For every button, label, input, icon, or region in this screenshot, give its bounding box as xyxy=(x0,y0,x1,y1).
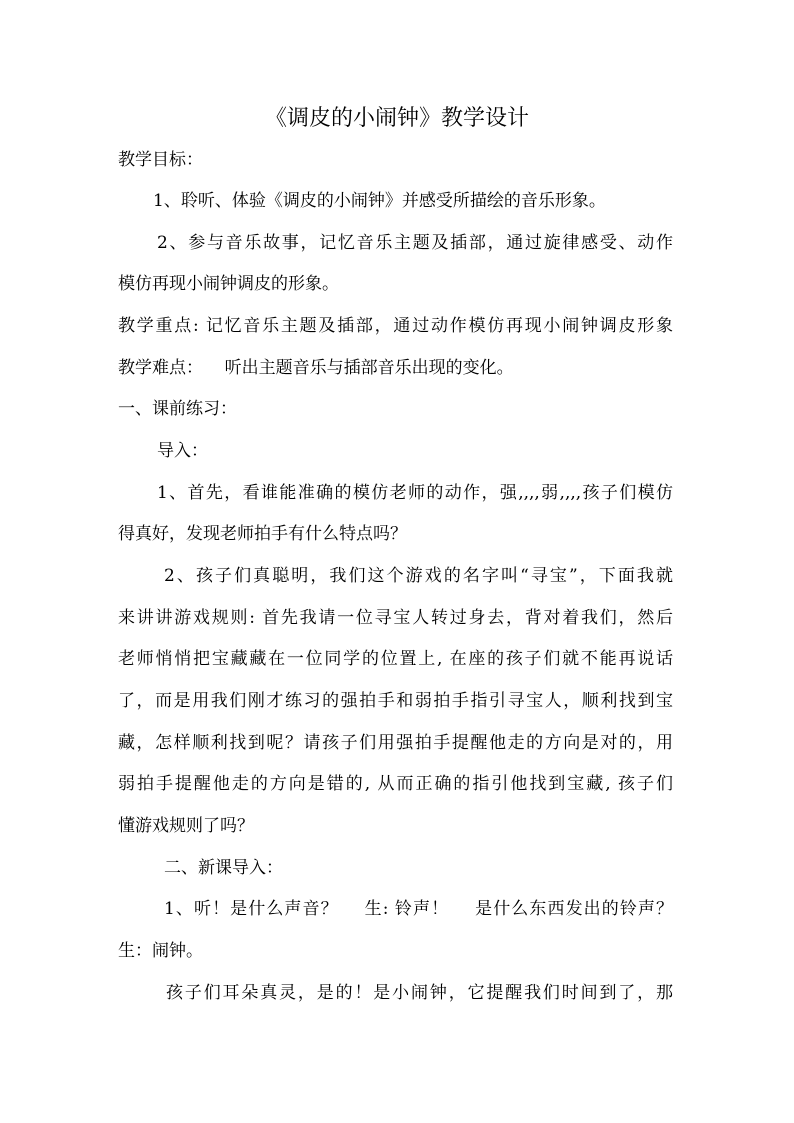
section-heading-difficulties: 教学难点： 听出主题音乐与插部音乐出现的变化。 xyxy=(118,358,514,378)
paragraph-line: 懂游戏规则了吗？ xyxy=(118,816,254,836)
document-title: 《调皮的小闹钟》教学设计 xyxy=(264,106,529,131)
paragraph-line: 得真好，发现老师拍手有什么特点吗？ xyxy=(118,524,407,544)
paragraph-line: 2、参与音乐故事，记忆音乐主题及插部，通过旋律感受、动作 xyxy=(157,233,673,253)
paragraph-line: 2、孩子们真聪明，我们这个游戏的名字叫“寻宝”，下面我就 xyxy=(164,566,673,586)
section-heading-objectives: 教学目标： xyxy=(118,150,203,170)
paragraph-line: 来讲讲游戏规则: 首先我请一位寻宝人转过身去，背对着我们，然后 xyxy=(118,608,673,628)
subheading-intro: 导入： xyxy=(157,441,208,461)
paragraph-line: 1、听！是什么声音？ 生: 铃声！ 是什么东西发出的铃声？ xyxy=(164,899,673,919)
section-heading-new-lesson: 二、新课导入： xyxy=(164,858,283,878)
paragraph-line: 了，而是用我们刚才练习的强拍手和弱拍手指引寻宝人，顺利找到宝 xyxy=(118,691,673,711)
paragraph-line: 1、首先，看谁能准确的模仿老师的动作，强,,,,弱,,,,孩子们模仿 xyxy=(157,483,673,503)
paragraph-line: 老师悄悄把宝藏藏在一位同学的位置上, 在座的孩子们就不能再说话 xyxy=(118,649,673,669)
paragraph-line: 弱拍手提醒他走的方向是错的, 从而正确的指引他找到宝藏, 孩子们 xyxy=(118,774,673,794)
paragraph-line: 孩子们耳朵真灵，是的！是小闹钟，它提醒我们时间到了，那 xyxy=(166,983,673,1003)
section-heading-key-points: 教学重点: 记忆音乐主题及插部，通过动作模仿再现小闹钟调皮形象 xyxy=(118,316,673,336)
paragraph-line: 模仿再现小闹钟调皮的形象。 xyxy=(118,274,339,294)
section-heading-pre-class: 一、课前练习： xyxy=(118,399,237,419)
paragraph-line: 1、聆听、体验《调皮的小闹钟》并感受所描绘的音乐形象。 xyxy=(153,191,606,211)
paragraph-line: 生：闹钟。 xyxy=(118,941,203,961)
paragraph-line: 藏，怎样顺利找到呢？请孩子们用强拍手提醒他走的方向是对的，用 xyxy=(118,733,673,753)
